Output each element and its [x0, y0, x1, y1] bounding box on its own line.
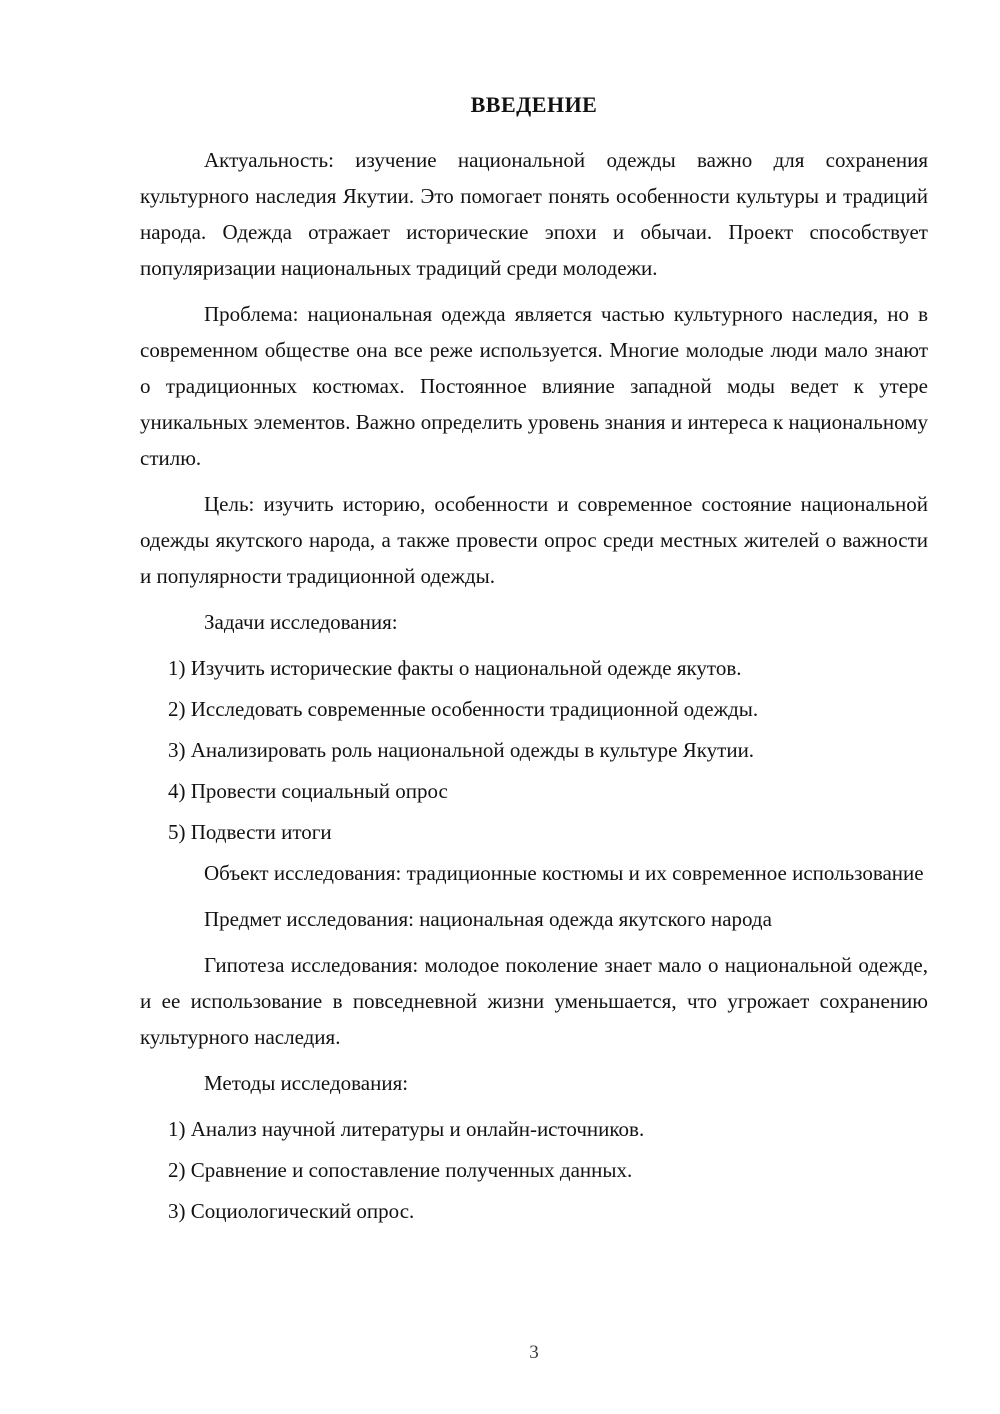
tasks-heading: Задачи исследования:	[204, 610, 398, 634]
task-item-2: 2) Исследовать современные особенности традиционной одежды.	[168, 697, 759, 721]
task-item-3: 3) Анализировать роль национальной одежды в культуре Якутии.	[168, 738, 755, 762]
page-number: 3	[529, 1342, 539, 1363]
task-item-4: 4) Провести социальный опрос	[168, 779, 448, 803]
methods-heading: Методы исследования:	[204, 1071, 409, 1095]
page-title: ВВЕДЕНИЕ	[470, 92, 598, 117]
task-item-1: 1) Изучить исторические факты о национальной одежде якутов.	[168, 656, 742, 680]
method-item-1: 1) Анализ научной литературы и онлайн-источников.	[168, 1117, 645, 1141]
paragraph-hypothesis: Гипотеза исследования: молодое поколение знает мало о национальной одежде, и ее использование в повседневной жизни уменьшается, что угрожает сохранению культурного наследия.	[140, 953, 928, 1049]
paragraph-object: Объект исследования: традиционные костюмы и их современное использование	[204, 861, 924, 885]
paragraph-goal: Цель: изучить историю, особенности и современное состояние национальной одежды якутского народа, а также провести опрос среди местных жителей о важности и популярности традиционной одежды.	[140, 492, 928, 588]
paragraph-relevance: Актуальность: изучение национальной одежды важно для сохранения культурного наследия Якутии. Это помогает понять особенности культуры и традиций народа. Одежда отражает исторические эпохи и обычаи. Проект способствует популяризации национальных традиций среди молодежи.	[140, 148, 928, 280]
paragraph-subject: Предмет исследования: национальная одежда якутского народа	[204, 907, 772, 931]
task-item-5: 5) Подвести итоги	[168, 820, 332, 844]
method-item-3: 3) Социологический опрос.	[168, 1199, 415, 1223]
method-item-2: 2) Сравнение и сопоставление полученных данных.	[168, 1158, 633, 1182]
paragraph-problem: Проблема: национальная одежда является частью культурного наследия, но в современном обществе она все реже используется. Многие молодые люди мало знают о традиционных костюмах. Постоянное влияние западной моды ведет к утере уникальных элементов. Важно определить уровень знания и интереса к национальному стилю.	[140, 302, 928, 470]
